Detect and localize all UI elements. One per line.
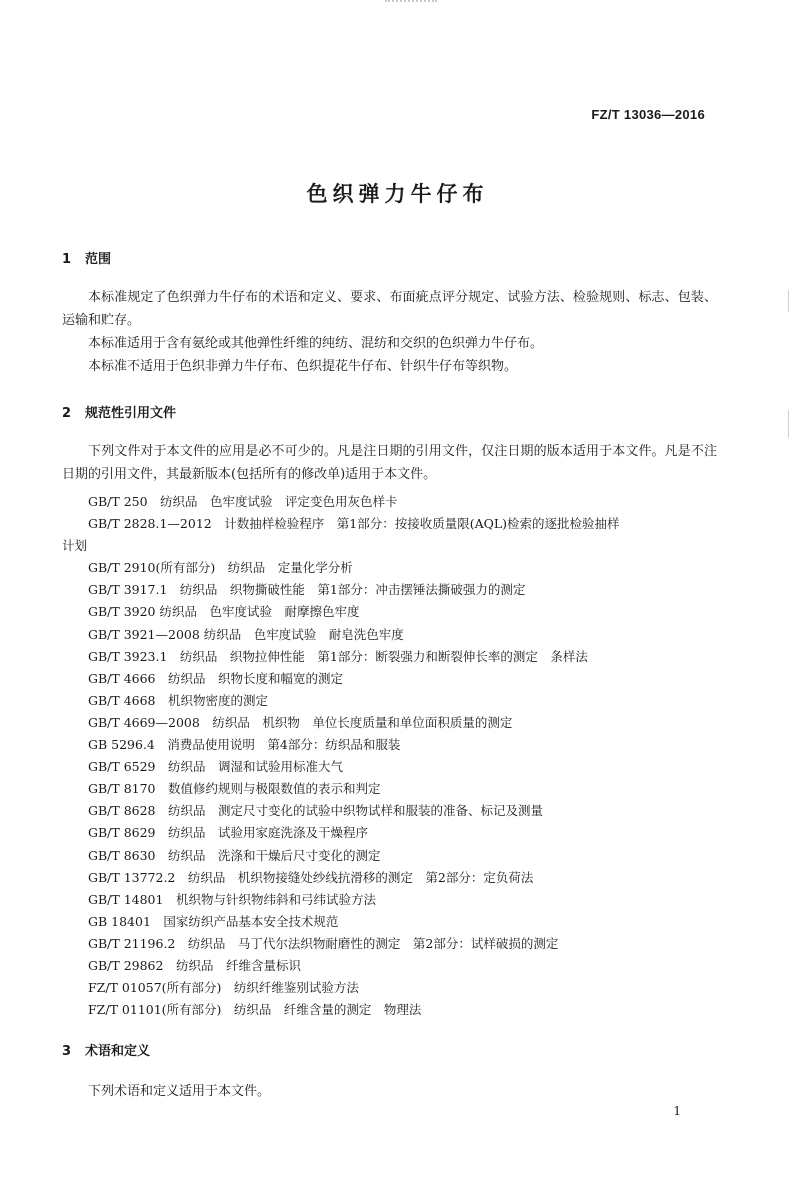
paragraph: 下列术语和定义适用于本文件。: [88, 1084, 271, 1099]
reference-item: FZ/T 01101(所有部分) 纺织品 纤维含量的测定 物理法: [88, 1002, 422, 1018]
reference-item: GB/T 3923.1 纺织品 织物拉伸性能 第1部分：断裂强力和断裂伸长率的测定 条样法: [88, 648, 588, 664]
section-number: 2: [62, 406, 72, 421]
reference-item: [62, 513, 718, 557]
reference-item: GB 18401 国家纺织产品基本安全技术规范: [88, 913, 339, 929]
section-title: 范围: [85, 252, 112, 267]
section-number: 3: [62, 1044, 72, 1059]
section-number: 1: [62, 252, 72, 267]
paragraph: 本标准适用于含有氨纶或其他弹性纤维的纯纺、混纺和交织的色织弹力牛仔布。: [88, 336, 544, 351]
reference-item: GB/T 6529 纺织品 调湿和试验用标准大气: [88, 759, 344, 775]
reference-item: GB/T 2910(所有部分) 纺织品 定量化学分析: [88, 560, 353, 576]
reference-item: GB/T 29862 纺织品 纤维含量标识: [88, 957, 301, 973]
paragraph: 本标准不适用于色织非弹力牛仔布、色织提花牛仔布、针织牛仔布等织物。: [88, 359, 518, 374]
reference-item: GB/T 8628 纺织品 测定尺寸变化的试验中织物试样和服装的准备、标记及测量: [88, 803, 544, 819]
section-title: 术语和定义: [85, 1044, 151, 1059]
reference-text: GB/T 2828.1—2012 计数抽样检验程序 第1部分：按接收质量限(AQL)检索的逐批检验抽样: [88, 516, 620, 532]
document-title: 色织弹力牛仔布: [306, 182, 489, 206]
section-title: 规范性引用文件: [85, 406, 177, 421]
reference-item: GB/T 250 纺织品 色牢度试验 评定变色用灰色样卡: [88, 494, 398, 509]
reference-item: GB/T 4668 机织物密度的测定: [88, 692, 269, 708]
reference-item: GB/T 21196.2 纺织品 马丁代尔法织物耐磨性的测定 第2部分：试样破损的测定: [88, 935, 559, 951]
reference-item: GB/T 8629 纺织品 试验用家庭洗涤及干燥程序: [88, 825, 369, 841]
section-3-heading: [62, 1040, 150, 1059]
reference-list: [62, 491, 722, 1021]
scan-mark: [788, 410, 789, 438]
reference-item: GB/T 8170 数值修约规则与极限数值的表示和判定: [88, 781, 381, 797]
scan-mark: [788, 290, 789, 312]
reference-item: GB 5296.4 消费品使用说明 第4部分：纺织品和服装: [88, 737, 401, 753]
reference-item: GB/T 3917.1 纺织品 织物撕破性能 第1部分：冲击摆锤法撕破强力的测定: [88, 582, 526, 598]
scan-mark: [385, 0, 437, 6]
reference-item: GB/T 8630 纺织品 洗涤和干燥后尺寸变化的测定: [88, 847, 381, 863]
reference-item: GB/T 3921—2008 纺织品 色牢度试验 耐皂洗色牢度: [88, 626, 404, 642]
reference-item: FZ/T 01057(所有部分) 纺织纤维鉴别试验方法: [88, 980, 359, 996]
document-code: FZ/T 13036—2016: [591, 107, 705, 122]
page-number: 1: [673, 1104, 681, 1118]
reference-continuation: 计划: [62, 538, 88, 554]
section-2-heading: [62, 402, 176, 421]
paragraph: 下列文件对于本文件的应用是必不可少的。凡是注日期的引用文件，仅注日期的版本适用于本文件。凡是不注日期的引用文件，其最新版本(包括所有的修改单)适用于本文件。: [62, 444, 717, 482]
reference-item: GB/T 4666 纺织品 织物长度和幅宽的测定: [88, 670, 344, 686]
paragraph: 本标准规定了色织弹力牛仔布的术语和定义、要求、布面疵点评分规定、试验方法、检验规则、标志、包装、运输和贮存。: [62, 290, 717, 328]
reference-item: GB/T 4669—2008 纺织品 机织物 单位长度质量和单位面积质量的测定: [88, 714, 513, 730]
reference-item: GB/T 13772.2 纺织品 机织物接缝处纱线抗滑移的测定 第2部分：定负荷法: [88, 869, 534, 885]
section-1-heading: [62, 248, 111, 267]
reference-item: GB/T 14801 机织物与针织物纬斜和弓纬试验方法: [88, 891, 376, 907]
reference-item: GB/T 3920 纺织品 色牢度试验 耐摩擦色牢度: [88, 604, 360, 620]
